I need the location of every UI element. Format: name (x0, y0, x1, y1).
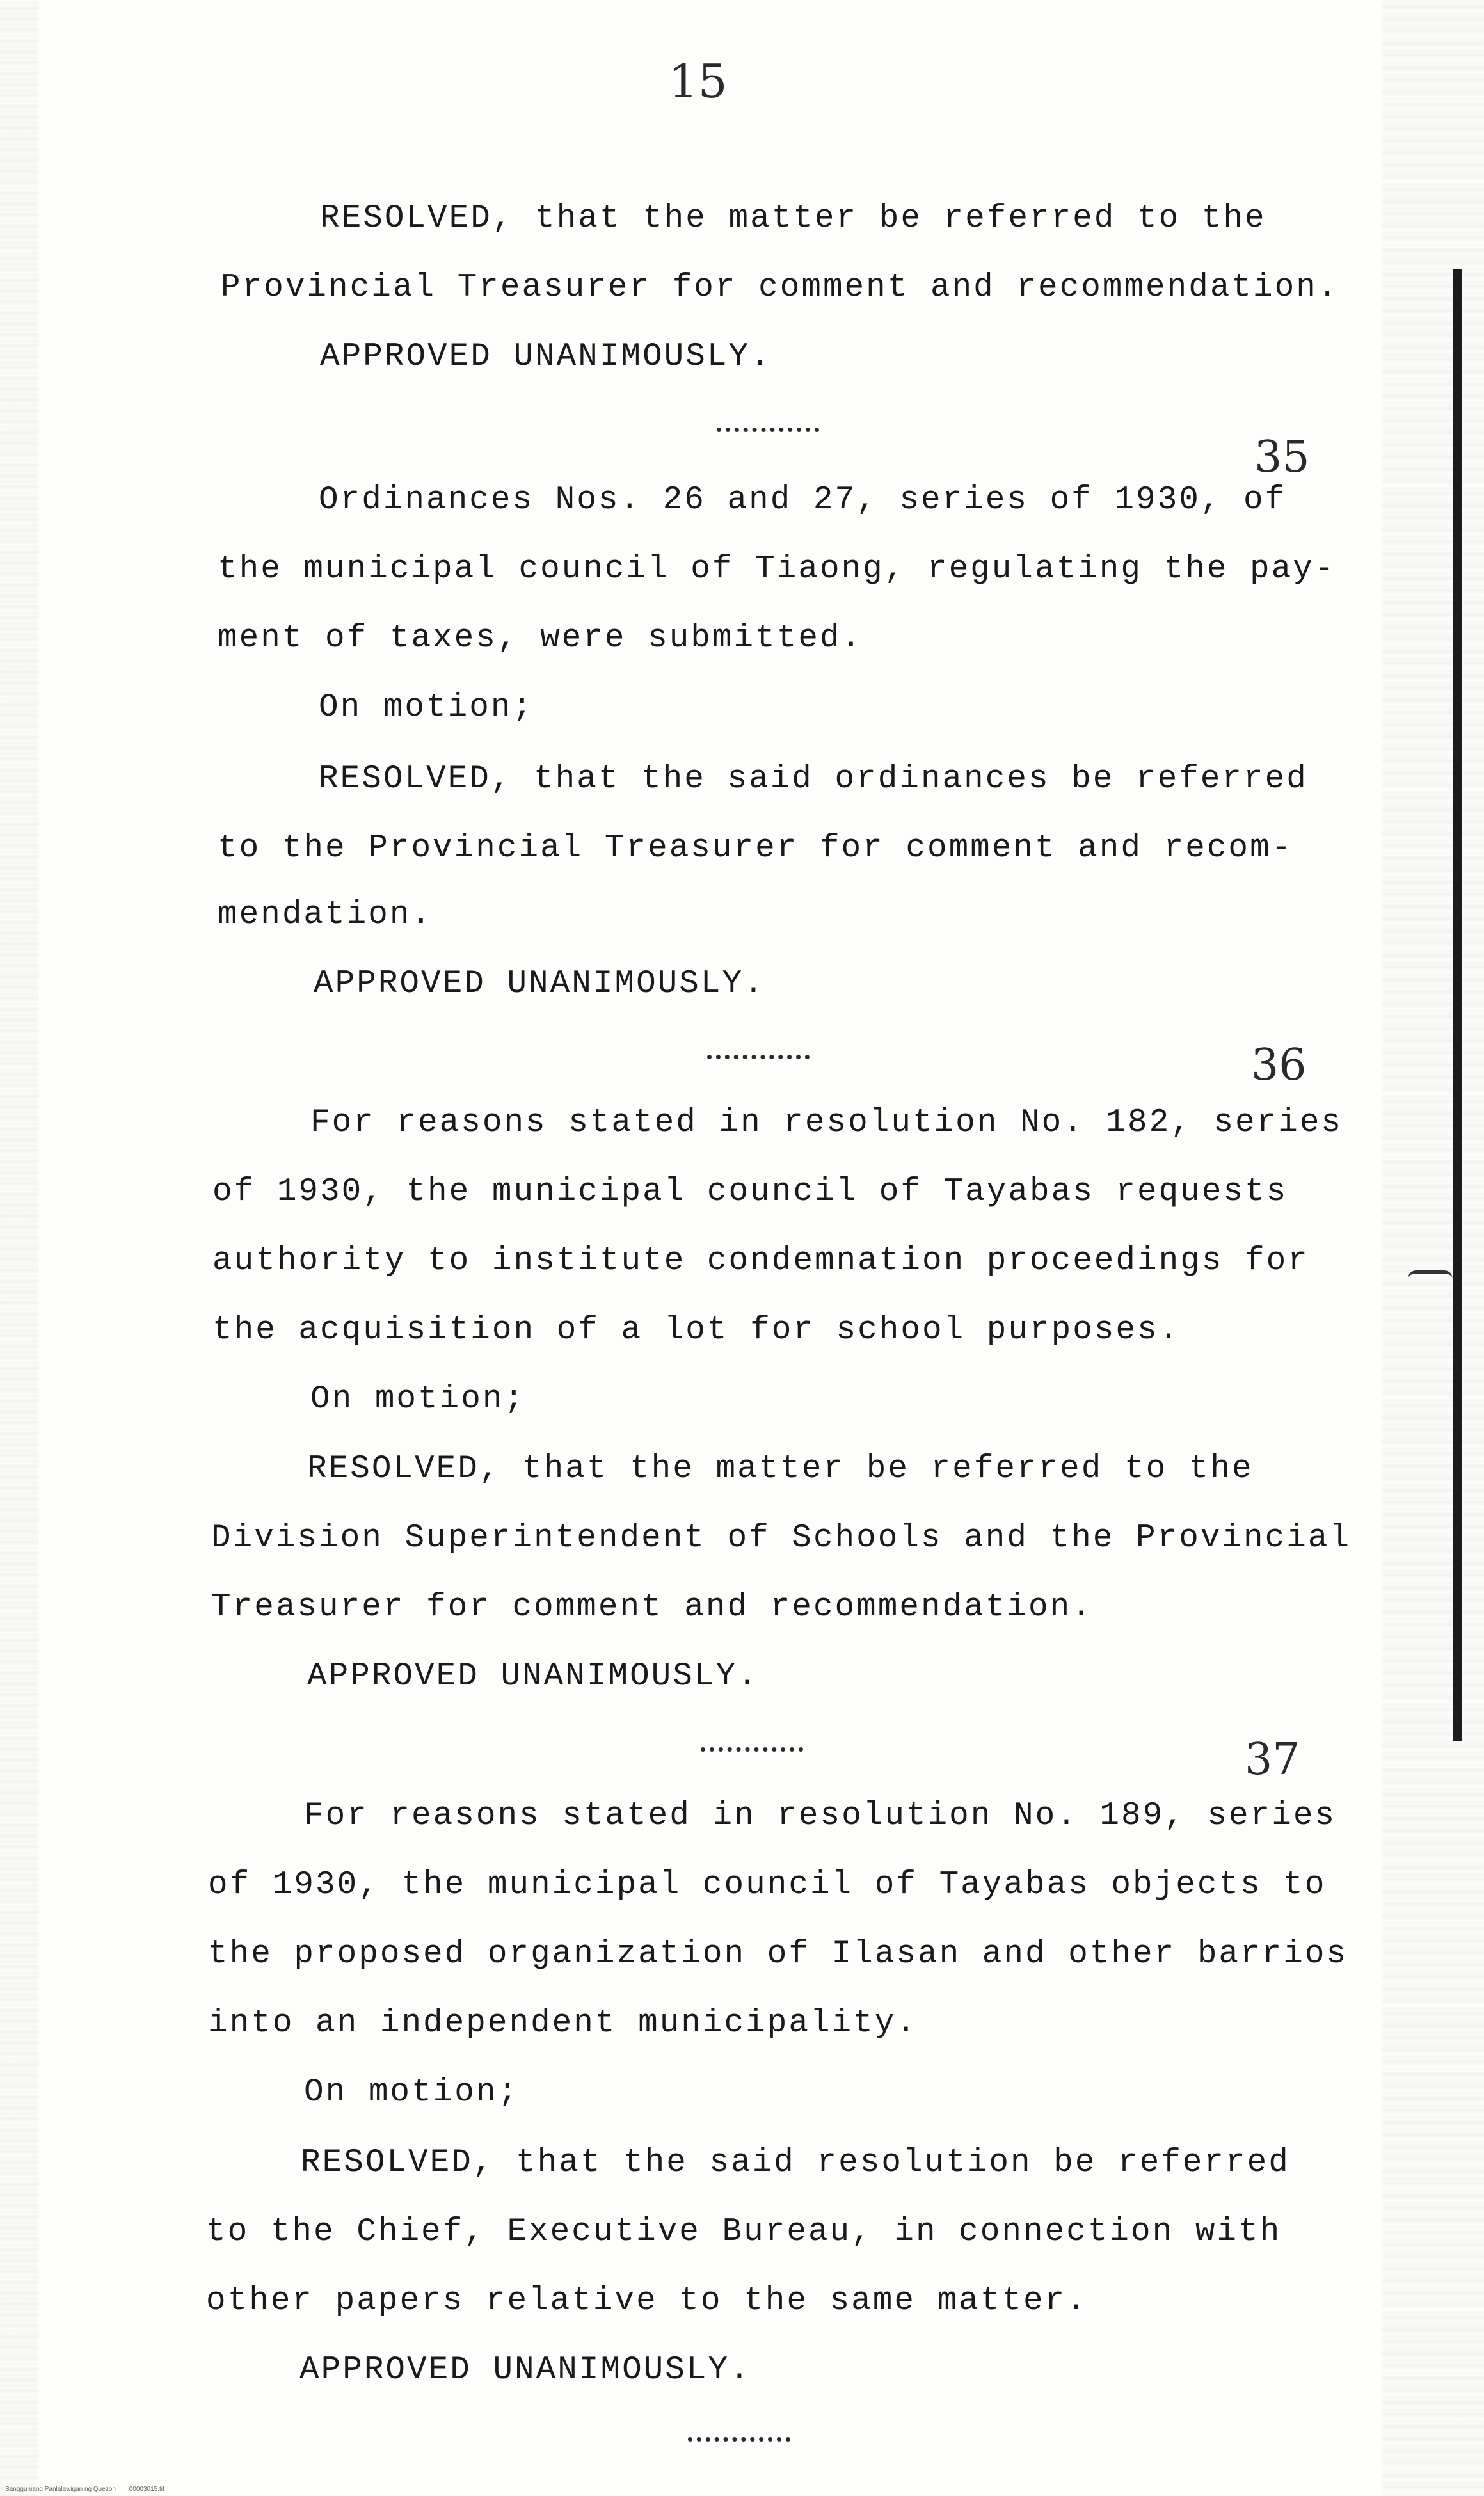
text-line: ment of taxes, were submitted. (218, 620, 863, 657)
motion-line: On motion; (310, 1381, 526, 1418)
approval-line: APPROVED UNANIMOUSLY. (314, 966, 765, 1002)
text-line: For reasons stated in resolution No. 189, series (304, 1798, 1337, 1834)
footer-source: Sangguniang Panlalawigan ng Quezon (5, 2486, 116, 2493)
binding-edge-mark (1453, 269, 1462, 1741)
footer-filename: 00003015.tif (129, 2486, 164, 2493)
text-line: into an independent municipality. (208, 2005, 918, 2042)
item-number: 36 (1251, 1040, 1307, 1091)
text-line: Ordinances Nos. 26 and 27, series of 1930, of (319, 482, 1287, 518)
item-number: 35 (1254, 432, 1310, 483)
text-line: the acquisition of a lot for school purposes. (212, 1312, 1181, 1348)
text-line: RESOLVED, that the said resolution be referred (301, 2145, 1290, 2181)
text-line: RESOLVED, that the said ordinances be referred (319, 761, 1308, 797)
scan-footer (5, 2486, 176, 2493)
item-number: 37 (1245, 1734, 1300, 1785)
section-separator (688, 2437, 790, 2442)
text-line: mendation. (218, 897, 433, 933)
text-line: of 1930, the municipal council of Tayabas requests (212, 1174, 1288, 1210)
text-line: the municipal council of Tiaong, regulating the pay- (218, 551, 1336, 588)
binding-clip-mark (1408, 1270, 1453, 1279)
text-line: Division Superintendent of Schools and the Provincial (211, 1520, 1352, 1556)
text-line: authority to institute condemnation proceedings for (212, 1243, 1309, 1279)
page-number: 15 (669, 54, 728, 108)
text-line: Provincial Treasurer for comment and recommendation. (221, 269, 1339, 306)
approval-line: APPROVED UNANIMOUSLY. (307, 1658, 759, 1695)
motion-line: On motion; (304, 2074, 520, 2111)
text-line: RESOLVED, that the matter be referred to the (307, 1451, 1254, 1487)
text-line: Treasurer for comment and recommendation. (211, 1589, 1093, 1626)
approval-line: APPROVED UNANIMOUSLY. (320, 339, 772, 375)
section-separator (707, 1055, 810, 1059)
text-line: For reasons stated in resolution No. 182, series (310, 1105, 1343, 1141)
text-line: to the Provincial Treasurer for comment and recom- (218, 830, 1293, 867)
text-line: of 1930, the municipal council of Tayabas objects to (208, 1867, 1327, 1903)
text-line: to the Chief, Executive Bureau, in connection with (206, 2214, 1282, 2250)
approval-line: APPROVED UNANIMOUSLY. (299, 2352, 751, 2388)
scan-edge-right (1382, 0, 1484, 2496)
section-separator (701, 1747, 803, 1752)
text-line: other papers relative to the same matter. (206, 2283, 1088, 2319)
text-line: the proposed organization of Ilasan and other barrios (208, 1936, 1348, 1972)
text-line: RESOLVED, that the matter be referred to the (320, 200, 1266, 237)
section-separator (717, 428, 819, 432)
scan-edge-left (0, 0, 38, 2496)
motion-line: On motion; (319, 689, 534, 726)
